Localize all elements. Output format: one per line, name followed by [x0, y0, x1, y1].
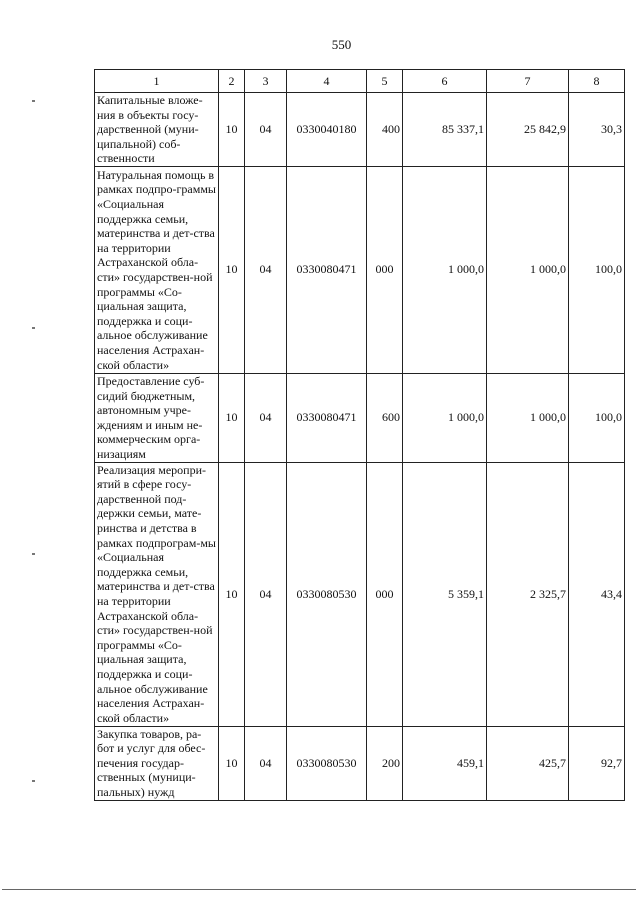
row-plan: 85 337,1 — [403, 93, 487, 167]
row-percent: 100,0 — [569, 166, 625, 373]
scan-mark — [32, 100, 35, 102]
row-podrazdel: 04 — [245, 462, 287, 726]
table-row — [95, 726, 625, 800]
row-plan: 1 000,0 — [403, 373, 487, 462]
row-csr: 0330080471 — [287, 166, 367, 373]
row-fact: 425,7 — [487, 726, 569, 800]
row-plan: 1 000,0 — [403, 166, 487, 373]
row-percent: 92,7 — [569, 726, 625, 800]
row-name: Натуральная помощь в рамках подпро-граммы «Социальная поддержка семьи, материнства и дет-ства на территории Астраханской обла-сти» государствен-ной программы «Со-циальная защита, поддержка и соци-альное обслуживание населения Астрахан-ской области» — [95, 166, 219, 373]
table-row — [95, 166, 625, 373]
row-fact: 25 842,9 — [487, 93, 569, 167]
header-col-5: 5 — [367, 70, 403, 93]
row-vr: 000 — [367, 166, 403, 373]
row-razdel: 10 — [219, 726, 245, 800]
row-plan: 459,1 — [403, 726, 487, 800]
row-vr: 000 — [367, 462, 403, 726]
row-fact: 1 000,0 — [487, 373, 569, 462]
row-csr: 0330040180 — [287, 93, 367, 167]
row-podrazdel: 04 — [245, 93, 287, 167]
row-name: Предоставление суб-сидий бюджетным, автономным учре-ждениям и иным не-коммерческим орга-низациям — [95, 373, 219, 462]
row-podrazdel: 04 — [245, 726, 287, 800]
row-razdel: 10 — [219, 166, 245, 373]
row-csr: 0330080471 — [287, 373, 367, 462]
row-csr: 0330080530 — [287, 726, 367, 800]
header-col-8: 8 — [569, 70, 625, 93]
header-col-4: 4 — [287, 70, 367, 93]
budget-table — [94, 69, 625, 801]
row-vr: 200 — [367, 726, 403, 800]
row-name: Капитальные вложе-ния в объекты госу-дарственной (муни-ципальной) соб-ственности — [95, 93, 219, 167]
row-vr: 600 — [367, 373, 403, 462]
table-row — [95, 373, 625, 462]
row-podrazdel: 04 — [245, 166, 287, 373]
header-col-1: 1 — [95, 70, 219, 93]
scan-mark — [32, 553, 35, 555]
row-percent: 43,4 — [569, 462, 625, 726]
header-col-3: 3 — [245, 70, 287, 93]
table-row — [95, 93, 625, 167]
row-percent: 100,0 — [569, 373, 625, 462]
row-percent: 30,3 — [569, 93, 625, 167]
header-col-7: 7 — [487, 70, 569, 93]
row-razdel: 10 — [219, 373, 245, 462]
row-plan: 5 359,1 — [403, 462, 487, 726]
scan-mark — [32, 327, 35, 329]
row-razdel: 10 — [219, 93, 245, 167]
row-fact: 2 325,7 — [487, 462, 569, 726]
row-razdel: 10 — [219, 462, 245, 726]
bottom-rule — [2, 889, 636, 890]
table-row — [95, 462, 625, 726]
row-vr: 400 — [367, 93, 403, 167]
page-number: 550 — [331, 37, 352, 52]
header-col-2: 2 — [219, 70, 245, 93]
header-row — [95, 70, 625, 93]
row-podrazdel: 04 — [245, 373, 287, 462]
row-name: Реализация меропри-ятий в сфере госу-дарственной под-держки семьи, мате-ринства и детства в рамках подпрограм-мы «Социальная поддержка семьи, материнства и дет-ства на территории Астраханской обла-сти» государствен-ной программы «Со-циальная защита, поддержка и соци-альное обслуживание населения Астрахан-ской области» — [95, 462, 219, 726]
row-name: Закупка товаров, ра-бот и услуг для обес-печения государ-ственных (муници-пальных) нужд — [95, 726, 219, 800]
scan-mark — [32, 780, 35, 782]
row-csr: 0330080530 — [287, 462, 367, 726]
header-col-6: 6 — [403, 70, 487, 93]
row-fact: 1 000,0 — [487, 166, 569, 373]
